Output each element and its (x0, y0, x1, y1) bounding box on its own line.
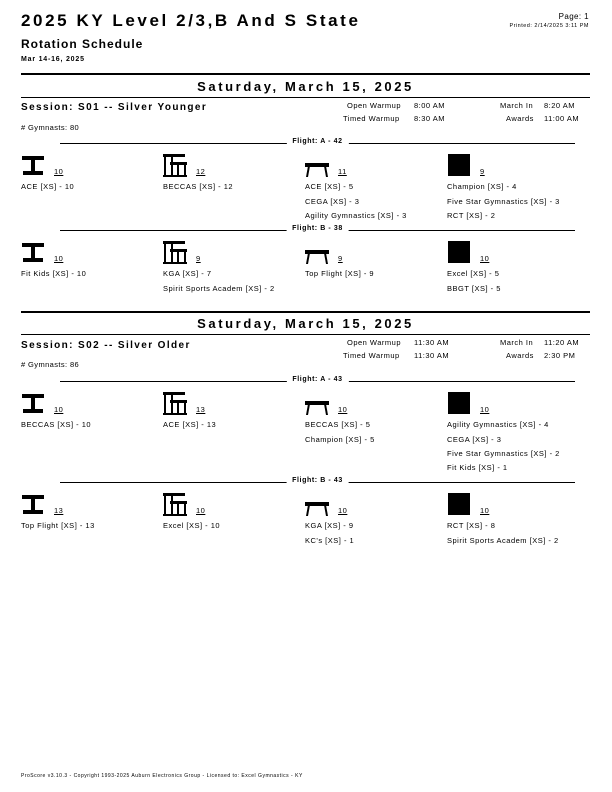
timed-warmup-label: Timed Warmup (343, 114, 400, 123)
printed-timestamp: Printed: 2/14/2025 3:11 PM (509, 23, 589, 29)
footer-copyright: ProScore v3.10.3 - Copyright 1993-2025 Auburn Electronics Group - Licensed to: Excel Gymnastics - KY (21, 773, 303, 779)
session-title: Session: S02 -- Silver Older (21, 340, 191, 351)
team-entry: BECCAS [XS] - 5 (305, 420, 371, 429)
event-count: 9 (196, 254, 201, 263)
balance-beam-icon (305, 391, 329, 415)
team-entry: Champion [XS] - 5 (305, 435, 375, 444)
march-in-label: March In (500, 338, 534, 347)
uneven-bars-icon (163, 240, 187, 264)
session-divider (21, 73, 590, 75)
balance-beam-icon (305, 240, 329, 264)
vault-icon (21, 391, 45, 415)
event-count: 11 (338, 167, 347, 176)
team-entry: BBGT [XS] - 5 (447, 284, 501, 293)
vault-icon (21, 492, 45, 516)
timed-warmup-time: 11:30 AM (414, 351, 450, 360)
gymnast-count: # Gymnasts: 86 (21, 360, 80, 369)
event-count: 13 (54, 506, 64, 515)
team-entry: Excel [XS] - 10 (163, 521, 221, 530)
vault-icon (21, 240, 45, 264)
floor-icon (447, 492, 471, 516)
vault-icon (21, 153, 45, 177)
session-day: Saturday, March 15, 2025 (197, 316, 414, 331)
day-underline (21, 97, 590, 98)
event-count: 10 (54, 405, 64, 414)
flight-header (60, 138, 575, 148)
team-entry: Top Flight [XS] - 13 (21, 521, 95, 530)
event-count: 10 (196, 506, 206, 515)
flight-label: Flight: A - 43 (286, 376, 348, 383)
team-entry: KGA [XS] - 9 (305, 521, 354, 530)
event-count: 13 (196, 405, 206, 414)
document-subtitle: Rotation Schedule (21, 37, 144, 51)
open-warmup-time: 11:30 AM (414, 338, 450, 347)
page-number: Page: 1 (558, 12, 589, 21)
event-count: 9 (480, 167, 485, 176)
flight-label: Flight: B - 38 (286, 225, 349, 232)
team-entry: ACE [XS] - 5 (305, 182, 354, 191)
event-count: 10 (480, 405, 490, 414)
team-entry: Agility Gymnastics [XS] - 3 (305, 211, 407, 220)
team-entry: KGA [XS] - 7 (163, 269, 212, 278)
floor-icon (447, 240, 471, 264)
event-count: 9 (338, 254, 343, 263)
balance-beam-icon (305, 153, 329, 177)
team-entry: Agility Gymnastics [XS] - 4 (447, 420, 549, 429)
team-entry: CEGA [XS] - 3 (447, 435, 502, 444)
event-count: 10 (338, 506, 348, 515)
awards-label: Awards (506, 114, 534, 123)
balance-beam-icon (305, 492, 329, 516)
team-entry: Five Star Gymnastics [XS] - 3 (447, 197, 560, 206)
day-underline (21, 334, 590, 335)
team-entry: Spirit Sports Academ [XS] - 2 (447, 536, 559, 545)
march-in-time: 8:20 AM (544, 101, 576, 110)
team-entry: BECCAS [XS] - 10 (21, 420, 92, 429)
team-entry: KC's [XS] - 1 (305, 536, 355, 545)
team-entry: Fit Kids [XS] - 10 (21, 269, 87, 278)
session-title: Session: S01 -- Silver Younger (21, 102, 208, 113)
march-in-time: 11:20 AM (544, 338, 580, 347)
team-entry: BECCAS [XS] - 12 (163, 182, 234, 191)
uneven-bars-icon (163, 153, 187, 177)
event-count: 10 (54, 167, 64, 176)
uneven-bars-icon (163, 492, 187, 516)
awards-time: 2:30 PM (544, 351, 576, 360)
gymnast-count: # Gymnasts: 80 (21, 123, 80, 132)
session-day: Saturday, March 15, 2025 (197, 79, 414, 94)
awards-time: 11:00 AM (544, 114, 580, 123)
team-entry: Fit Kids [XS] - 1 (447, 463, 508, 472)
flight-label: Flight: A - 42 (286, 138, 348, 145)
team-entry: Top Flight [XS] - 9 (305, 269, 375, 278)
timed-warmup-label: Timed Warmup (343, 351, 400, 360)
flight-label: Flight: B - 43 (286, 477, 349, 484)
event-count: 10 (54, 254, 64, 263)
event-count: 10 (338, 405, 348, 414)
team-entry: Spirit Sports Academ [XS] - 2 (163, 284, 275, 293)
session-divider (21, 311, 590, 313)
meet-dates: Mar 14-16, 2025 (21, 56, 85, 63)
team-entry: RCT [XS] - 2 (447, 211, 496, 220)
team-entry: Excel [XS] - 5 (447, 269, 500, 278)
event-count: 10 (480, 506, 490, 515)
open-warmup-label: Open Warmup (347, 101, 401, 110)
team-entry: RCT [XS] - 8 (447, 521, 496, 530)
team-entry: CEGA [XS] - 3 (305, 197, 360, 206)
timed-warmup-time: 8:30 AM (414, 114, 446, 123)
awards-label: Awards (506, 351, 534, 360)
flight-header (60, 376, 575, 386)
team-entry: Champion [XS] - 4 (447, 182, 517, 191)
floor-icon (447, 153, 471, 177)
open-warmup-time: 8:00 AM (414, 101, 446, 110)
team-entry: ACE [XS] - 13 (163, 420, 217, 429)
document-title: 2025 KY Level 2/3,B And S State (21, 11, 361, 30)
flight-header (60, 225, 575, 235)
event-count: 10 (480, 254, 490, 263)
march-in-label: March In (500, 101, 534, 110)
uneven-bars-icon (163, 391, 187, 415)
flight-header (60, 477, 575, 487)
team-entry: Five Star Gymnastics [XS] - 2 (447, 449, 560, 458)
event-count: 12 (196, 167, 206, 176)
open-warmup-label: Open Warmup (347, 338, 401, 347)
floor-icon (447, 391, 471, 415)
team-entry: ACE [XS] - 10 (21, 182, 75, 191)
